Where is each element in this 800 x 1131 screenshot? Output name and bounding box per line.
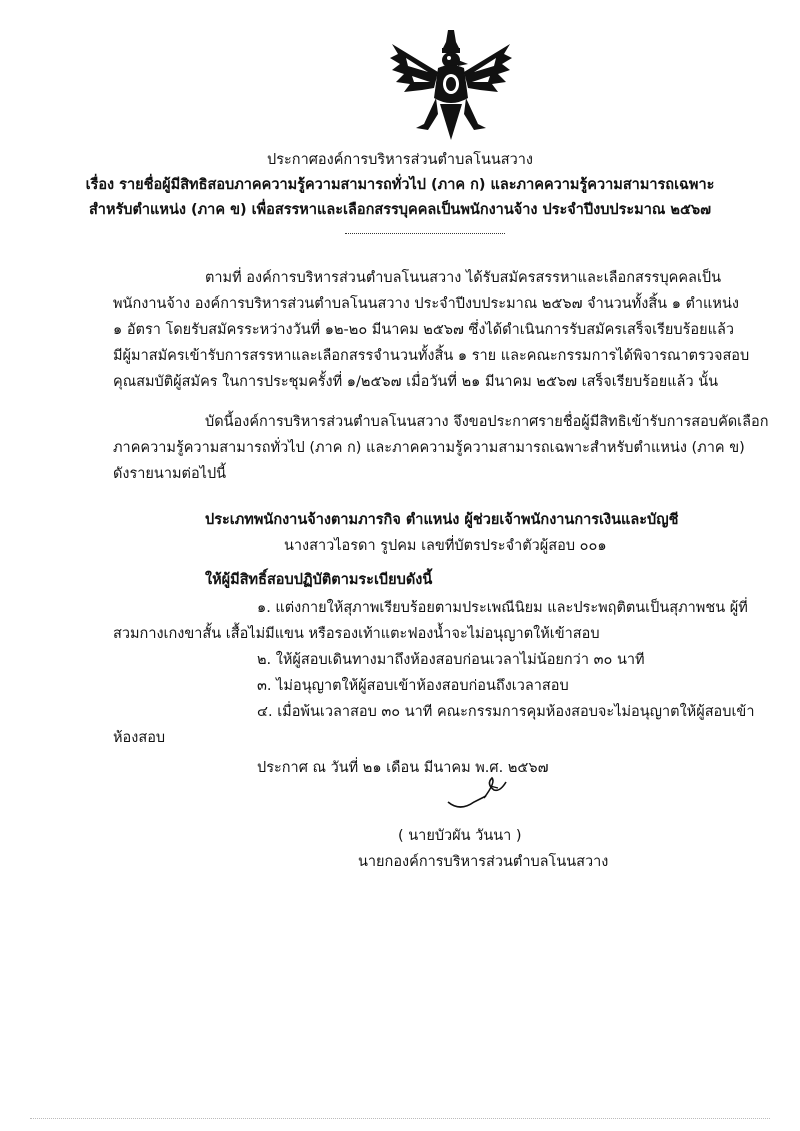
p1-line-2: พนักงานจ้าง องค์การบริหารส่วนตำบลโนนสวาง ประจำปีงบประมาณ ๒๕๖๗ จำนวนทั้งสิ้น ๑ ตำแหน่ง	[113, 296, 739, 312]
p1-line-5: คุณสมบัติผู้สมัคร ในการประชุมครั้งที่ ๑/๒๕๖๗ เมื่อวันที่ ๒๑ มีนาคม ๒๕๖๗ เสร็จเรียบร้อยแล้ว นั้น	[113, 374, 719, 390]
p2-line-3: ดังรายนามต่อไปนี้	[113, 466, 227, 482]
rules-heading: ให้ผู้มีสิทธิ์สอบปฏิบัติตามระเบียบดังนี้	[205, 572, 433, 588]
p2-line-1: บัดนี้องค์การบริหารส่วนตำบลโนนสวาง จึงขอประกาศรายชื่อผู้มีสิทธิเข้ารับการสอบคัดเลือก	[205, 414, 769, 430]
candidate-entry: นางสาวไอรดา รูปคม เลขที่บัตรประจำตัวผู้สอบ ๐๐๑	[284, 538, 607, 554]
header-separator	[345, 233, 505, 234]
subject-line-2: สำหรับตำแหน่ง (ภาค ข) เพื่อสรรหาและเลือกสรรบุคคลเป็นพนักงานจ้าง ประจำปีงบประมาณ ๒๕๖๗	[88, 202, 712, 218]
signature-icon	[440, 772, 520, 816]
rule-4-line-1: ๔. เมื่อพ้นเวลาสอบ ๓๐ นาที คณะกรรมการคุมห้องสอบจะไม่อนุญาตให้ผู้สอบเข้า	[257, 704, 755, 720]
announcement-title: ประกาศองค์การบริหารส่วนตำบลโนนสวาง	[267, 152, 533, 168]
garuda-emblem-icon	[388, 28, 514, 144]
rule-1-line-1: ๑. แต่งกายให้สุภาพเรียบร้อยตามประเพณีนิยม และประพฤติตนเป็นสุภาพชน ผู้ที่	[257, 600, 748, 616]
signer-title: นายกองค์การบริหารส่วนตำบลโนนสวาง	[358, 854, 609, 870]
signer-name: ( นายบัวผัน วันนา )	[398, 828, 522, 844]
p1-line-4: มีผู้มาสมัครเข้ารับการสรรหาและเลือกสรรจำนวนทั้งสิ้น ๑ ราย และคณะกรรมการได้พิจารณาตรวจสอบ	[113, 348, 750, 364]
p1-line-1: ตามที่ องค์การบริหารส่วนตำบลโนนสวาง ได้รับสมัครสรรหาและเลือกสรรบุคคลเป็น	[205, 270, 722, 286]
subject-line-1: เรื่อง รายชื่อผู้มีสิทธิสอบภาคความรู้ความสามารถทั่วไป (ภาค ก) และภาคความรู้ความสามารถเฉพาะ	[85, 177, 715, 193]
p2-line-2: ภาคความรู้ความสามารถทั่วไป (ภาค ก) และภาคความรู้ความสามารถเฉพาะสำหรับตำแหน่ง (ภาค ข)	[113, 440, 745, 456]
rule-3: ๓. ไม่อนุญาตให้ผู้สอบเข้าห้องสอบก่อนถึงเวลาสอบ	[257, 678, 569, 694]
rule-2: ๒. ให้ผู้สอบเดินทางมาถึงห้องสอบก่อนเวลาไม่น้อยกว่า ๓๐ นาที	[257, 652, 645, 668]
announcement-date: ประกาศ ณ วันที่ ๒๑ เดือน มีนาคม พ.ศ. ๒๕๖๗	[257, 760, 549, 776]
scan-edge-rule	[30, 1118, 770, 1119]
position-heading: ประเภทพนักงานจ้างตามภารกิจ ตำแหน่ง ผู้ช่วยเจ้าพนักงานการเงินและบัญชี	[205, 512, 679, 528]
p1-line-3: ๑ อัตรา โดยรับสมัครระหว่างวันที่ ๑๒-๒๐ มีนาคม ๒๕๖๗ ซึ่งได้ดำเนินการรับสมัครเสร็จเรียบร้อยแล้ว	[113, 322, 734, 338]
rule-1-line-2: สวมกางเกงขาสั้น เสื้อไม่มีแขน หรือรองเท้าแตะฟองน้ำจะไม่อนุญาตให้เข้าสอบ	[113, 626, 600, 642]
rule-4-line-2: ห้องสอบ	[113, 730, 166, 746]
